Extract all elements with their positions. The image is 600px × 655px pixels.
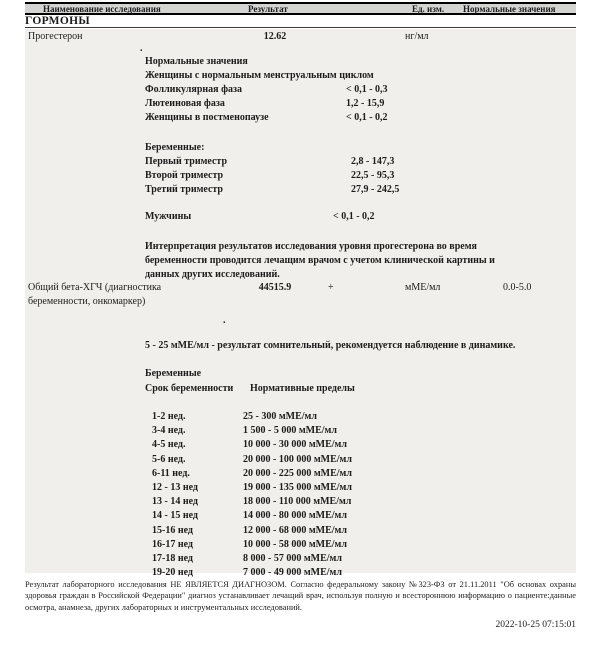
reference-row: Третий триместр 27,9 - 242,5 bbox=[145, 184, 400, 195]
week-row: 6-11 нед. 20 000 - 225 000 мМЕ/мл bbox=[152, 467, 352, 479]
hcg-note: 5 - 25 мМЕ/мл - результат сомнительный, рекомендуется наблюдение в динамике. bbox=[145, 340, 516, 351]
report-timestamp: 2022-10-25 07:15:01 bbox=[495, 620, 576, 630]
hcg-table-header: Срок беременности Нормативные пределы bbox=[145, 383, 355, 394]
week-row: 3-4 нед. 1 500 - 5 000 мМЕ/мл bbox=[152, 425, 337, 437]
week-row: 15-16 нед 12 000 - 68 000 мМЕ/мл bbox=[152, 524, 347, 536]
progesterone-pregnant-block bbox=[145, 141, 575, 197]
reference-row: Фолликулярная фаза < 0,1 - 0,3 bbox=[145, 84, 388, 95]
week-row: 17-18 нед 8 000 - 57 000 мМЕ/мл bbox=[152, 552, 342, 564]
reference-row: Первый триместр 2,8 - 147,3 bbox=[145, 156, 395, 167]
comment-dot-hcg: . bbox=[223, 315, 226, 326]
test-name-hcg-line2: беременности, онкомаркер) bbox=[28, 296, 146, 307]
result-value-hcg: 44515.9 bbox=[258, 282, 292, 293]
reference-subtitle: Женщины с нормальным менструальным циклом bbox=[145, 70, 374, 81]
result-value-progesterone: 12.62 bbox=[263, 31, 287, 42]
week-row: 4-5 нед. 10 000 - 30 000 мМЕ/мл bbox=[152, 439, 347, 451]
section-divider bbox=[25, 27, 576, 28]
column-header-test-name: Наименование исследования bbox=[43, 4, 161, 14]
units-progesterone: нг/мл bbox=[405, 31, 429, 42]
footer-disclaimer: Результат лабораторного исследования НЕ ЯВЛЯЕТСЯ ДИАГНОЗОМ. Согласно федеральному закону №323-ФЗ от 21.11.2011 "Об основах охраны здоровья граждан в Российской Федерации" диагноз устанавливает лечащий врач, используя полную и всестороннюю информацию о пациенте:данные осмотра, анамнеза, других лабораторных и инструментальных исследований. bbox=[25, 580, 576, 612]
table-header-row bbox=[25, 2, 576, 15]
week-row: 16-17 нед 10 000 - 58 000 мМЕ/мл bbox=[152, 538, 347, 550]
reference-row: Женщины в постменопаузе < 0,1 - 0,2 bbox=[145, 112, 388, 123]
comment-dot-progesterone: . bbox=[140, 43, 143, 54]
reference-row: Второй триместр 22,5 - 95,3 bbox=[145, 170, 395, 181]
test-name-hcg-line1: Общий бета-ХГЧ (диагностика bbox=[28, 282, 162, 293]
reference-row: Мужчины < 0,1 - 0,2 bbox=[145, 211, 375, 222]
column-header-normal-values: Нормальные значения bbox=[463, 4, 556, 14]
pregnant-title: Беременные: bbox=[145, 142, 205, 153]
section-title-hormones: ГОРМОНЫ bbox=[25, 15, 90, 27]
week-row: 5-6 нед. 20 000 - 100 000 мМЕ/мл bbox=[152, 453, 352, 465]
week-row: 19-20 нед 7 000 - 49 000 мМЕ/мл bbox=[152, 567, 342, 579]
hcg-pregnant-title: Беременные bbox=[145, 368, 202, 379]
week-row: 1-2 нед. 25 - 300 мМЕ/мл bbox=[152, 411, 317, 422]
progesterone-men-row bbox=[145, 210, 575, 224]
week-row: 12 - 13 нед 19 000 - 135 000 мМЕ/мл bbox=[152, 481, 352, 493]
units-hcg: мМЕ/мл bbox=[405, 282, 441, 293]
reference-title: Нормальные значения bbox=[145, 56, 248, 67]
reference-row: Лютеиновая фаза 1,2 - 15,9 bbox=[145, 98, 385, 109]
hcg-weeks-table bbox=[152, 410, 572, 580]
week-row: 13 - 14 нед 18 000 - 110 000 мМЕ/мл bbox=[152, 496, 352, 508]
test-name-progesterone: Прогестерон bbox=[28, 31, 83, 42]
column-header-units: Ед. изм. bbox=[412, 4, 445, 14]
column-header-result: Результат bbox=[248, 4, 288, 14]
results-panel bbox=[25, 29, 576, 579]
normal-range-hcg: 0.0-5.0 bbox=[503, 282, 532, 293]
progesterone-reference-block bbox=[145, 55, 575, 125]
week-row: 14 - 15 нед 14 000 - 80 000 мМЕ/мл bbox=[152, 510, 347, 522]
result-flag-hcg: + bbox=[328, 282, 334, 293]
progesterone-interpretation: Интерпретация результатов исследования уровня прогестерона во время беременности проводится лечащим врачом с учетом клинической картины и данных других исследований. bbox=[145, 241, 495, 280]
